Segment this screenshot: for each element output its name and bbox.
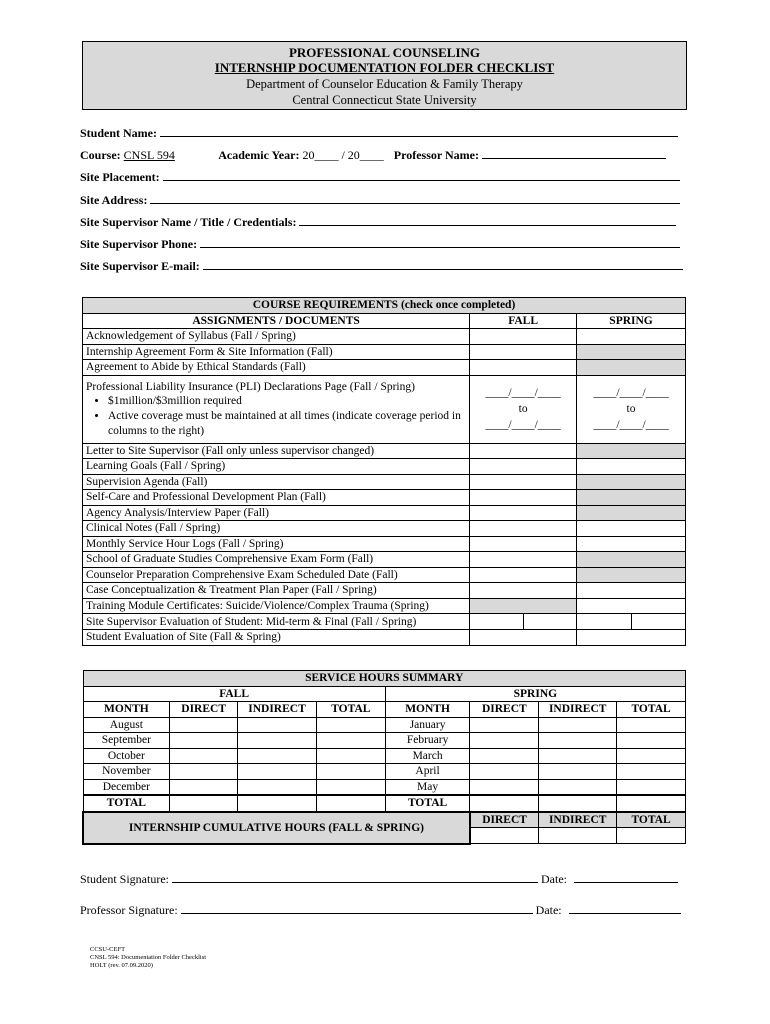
requirement-row [83,329,686,345]
requirement-row [83,360,686,376]
spring-not-applicable [577,567,686,583]
spring-total-total[interactable] [617,795,686,812]
requirement-label: Agency Analysis/Interview Paper (Fall) [83,505,470,521]
fall-indirect-col: INDIRECT [238,702,317,718]
professor-signature-field[interactable] [181,902,533,914]
spring-checkbox[interactable] [577,536,686,552]
month-row [83,733,686,749]
spring-direct-col: DIRECT [470,702,539,718]
col-assignments: ASSIGNMENTS / DOCUMENTS [83,313,470,329]
student-signature-label: Student Signature: [80,872,169,886]
header-box [82,41,687,110]
site-eval-label: Student Evaluation of Site (Fall & Spring) [83,630,470,646]
spring-indirect-cell[interactable] [539,717,617,733]
fall-checkbox[interactable] [470,552,577,568]
course-requirements-table [82,297,686,646]
requirement-row [83,536,686,552]
col-fall: FALL [470,313,577,329]
supervisor-name-line [80,214,676,230]
requirement-label: Self-Care and Professional Development Plan (Fall) [83,490,470,506]
hours-fall-heading: FALL [83,686,385,702]
spring-not-applicable [577,474,686,490]
site-address-line [80,192,680,208]
footer-line-2: CNSL 594: Documentation Folder Checklist [90,954,207,961]
requirement-row [83,344,686,360]
spring-total-cell[interactable] [617,779,686,795]
professor-name-label: Professor Name: [393,148,479,162]
fall-direct-cell[interactable] [170,733,238,749]
fall-total-cell[interactable] [316,779,385,795]
requirement-label: Case Conceptualization & Treatment Plan Paper (Fall / Spring) [83,583,470,599]
fall-total-total[interactable] [316,795,385,812]
fall-indirect-cell[interactable] [238,717,317,733]
spring-direct-cell[interactable] [470,764,539,780]
midterm-label: Site Supervisor Evaluation of Student: Mid-term & Final (Fall / Spring) [83,614,470,630]
requirement-row [83,505,686,521]
spring-checkbox[interactable] [577,521,686,537]
fall-checkbox[interactable] [470,536,577,552]
site-placement-line [80,169,680,185]
midterm-spring-checkbox[interactable] [577,614,631,629]
supervisor-name-field[interactable] [299,214,676,226]
spring-total-direct[interactable] [470,795,539,812]
requirement-row [83,459,686,475]
spring-indirect-cell[interactable] [539,779,617,795]
site-eval-spring-checkbox[interactable] [577,630,686,646]
department-name: Department of Counselor Education & Family Therapy [246,77,523,91]
fall-direct-cell[interactable] [170,748,238,764]
spring-direct-cell[interactable] [470,733,539,749]
site-placement-field[interactable] [163,169,680,181]
cumulative-direct-col: DIRECT [470,812,539,828]
cumulative-direct-value[interactable] [470,828,539,844]
student-signature-field[interactable] [172,871,538,883]
month-row [83,717,686,733]
fall-direct-cell[interactable] [170,764,238,780]
professor-signature-label: Professor Signature: [80,903,178,917]
requirement-label: Learning Goals (Fall / Spring) [83,459,470,475]
pli-bullet-1: • $1million/$3million required [108,394,466,409]
requirement-label: Acknowledgement of Syllabus (Fall / Spring) [83,329,470,345]
final-fall-checkbox[interactable] [524,614,576,629]
spring-not-applicable [577,490,686,506]
student-name-field[interactable] [160,125,678,137]
fall-total-row-label: TOTAL [83,795,170,812]
fall-direct-cell[interactable] [170,717,238,733]
supervisor-email-field[interactable] [203,258,683,270]
course-label: Course: [80,148,121,162]
fall-checkbox[interactable] [470,505,577,521]
requirement-row [83,521,686,537]
requirement-label: Letter to Site Supervisor (Fall only unless supervisor changed) [83,443,470,459]
requirements-title: COURSE REQUIREMENTS (check once completed) [83,298,686,314]
spring-not-applicable [577,344,686,360]
fall-total-indirect[interactable] [238,795,317,812]
spring-total-cell[interactable] [617,717,686,733]
spring-not-applicable [577,505,686,521]
cumulative-indirect-value[interactable] [539,828,617,844]
spring-checkbox[interactable] [577,583,686,599]
spring-total-cell[interactable] [617,748,686,764]
academic-year-label: Academic Year: [218,148,300,162]
fall-indirect-cell[interactable] [238,764,317,780]
fall-checkbox[interactable] [470,459,577,475]
midterm-fall-cells [470,614,577,630]
pli-fall-start: ____/____/____ [485,387,561,399]
pli-fall-end: ____/____/____ [485,419,561,431]
spring-total-indirect[interactable] [539,795,617,812]
spring-total-cell[interactable] [617,764,686,780]
student-date-label: Date: [541,872,567,886]
supervisor-phone-field[interactable] [200,236,680,248]
spring-not-applicable [577,360,686,376]
fall-checkbox[interactable] [470,360,577,376]
spring-indirect-cell[interactable] [539,733,617,749]
month-row [83,764,686,780]
spring-indirect-col: INDIRECT [539,702,617,718]
spring-indirect-cell[interactable] [539,748,617,764]
fall-checkbox[interactable] [470,474,577,490]
spring-month: February [385,733,470,749]
spring-direct-cell[interactable] [470,717,539,733]
fall-indirect-cell[interactable] [238,779,317,795]
requirement-row [83,552,686,568]
site-placement-label: Site Placement: [80,170,160,184]
fall-month: September [83,733,170,749]
supervisor-phone-line [80,236,680,252]
student-date-field[interactable] [574,871,678,883]
hours-title: SERVICE HOURS SUMMARY [83,671,686,687]
fall-checkbox[interactable] [470,567,577,583]
fall-indirect-cell[interactable] [238,733,317,749]
course-line [80,147,666,163]
cumulative-total-value[interactable] [617,828,686,844]
month-row [83,779,686,795]
pli-spring-start: ____/____/____ [593,387,669,399]
fall-total-cell[interactable] [316,717,385,733]
hours-spring-heading: SPRING [385,686,685,702]
requirement-label: Agreement to Abide by Ethical Standards (Fall) [83,360,470,376]
footer [90,946,206,970]
student-name-line [80,125,678,141]
spring-month: May [385,779,470,795]
requirement-row [83,598,686,614]
supervisor-name-label: Site Supervisor Name / Title / Credentials: [80,215,297,229]
fall-checkbox[interactable] [470,490,577,506]
course-value: CNSL 594 [123,148,175,162]
fall-indirect-cell[interactable] [238,748,317,764]
cumulative-total-col: TOTAL [617,812,686,828]
final-spring-checkbox[interactable] [632,614,685,629]
spring-month: January [385,717,470,733]
fall-total-col: TOTAL [316,702,385,718]
requirement-row [83,583,686,599]
spring-month: April [385,764,470,780]
requirement-row [83,490,686,506]
spring-total-row-label: TOTAL [385,795,470,812]
fall-checkbox[interactable] [470,443,577,459]
spring-total-cell[interactable] [617,733,686,749]
cumulative-indirect-col: INDIRECT [539,812,617,828]
site-address-field[interactable] [150,192,680,204]
requirement-label: School of Graduate Studies Comprehensive Exam Form (Fall) [83,552,470,568]
spring-not-applicable [577,443,686,459]
site-eval-fall-checkbox[interactable] [470,630,577,646]
spring-month: March [385,748,470,764]
requirement-row [83,567,686,583]
spring-checkbox[interactable] [577,459,686,475]
pli-spring-end: ____/____/____ [593,419,669,431]
professor-date-field[interactable] [569,902,681,914]
spring-month-col: MONTH [385,702,470,718]
professor-name-field[interactable] [482,147,666,159]
pli-bullet-2: • Active coverage must be maintained at all times (indicate coverage period in columns to the right) [108,409,466,439]
midterm-spring-cells [577,614,686,630]
cumulative-hours-label: INTERNSHIP CUMULATIVE HOURS (FALL & SPRING) [83,812,470,844]
fall-checkbox[interactable] [470,583,577,599]
supervisor-email-line [80,258,683,274]
fall-direct-cell[interactable] [170,779,238,795]
form-title: PROFESSIONAL COUNSELING [288,45,481,60]
footer-line-3: HOLT (rev. 07.09.2020) [90,962,153,969]
requirement-row [83,474,686,490]
fall-total-cell[interactable] [316,748,385,764]
site-eval-row [83,630,686,646]
fall-total-cell[interactable] [316,733,385,749]
spring-checkbox[interactable] [577,329,686,345]
student-signature-line [80,871,678,887]
spring-direct-cell[interactable] [470,779,539,795]
fall-total-direct[interactable] [170,795,238,812]
supervisor-phone-label: Site Supervisor Phone: [80,237,198,251]
pli-fall-to: to [518,403,528,415]
form-subtitle: INTERNSHIP DOCUMENTATION FOLDER CHECKLIST [214,60,555,75]
fall-month: December [83,779,170,795]
service-hours-table [82,670,686,845]
supervisor-email-label: Site Supervisor E-mail: [80,259,200,273]
pli-fall-dates[interactable] [470,375,577,443]
professor-signature-line [80,902,681,918]
fall-checkbox[interactable] [470,329,577,345]
student-name-label: Student Name: [80,126,157,140]
site-address-label: Site Address: [80,193,148,207]
requirement-row [83,443,686,459]
requirement-label: Clinical Notes (Fall / Spring) [83,521,470,537]
requirement-label: Internship Agreement Form & Site Information (Fall) [83,344,470,360]
fall-month-col: MONTH [83,702,170,718]
pli-row [83,375,686,443]
spring-not-applicable [577,552,686,568]
spring-indirect-cell[interactable] [539,764,617,780]
spring-checkbox[interactable] [577,598,686,614]
fall-month: November [83,764,170,780]
footer-line-1: CCSU-CEFT [90,946,126,953]
col-spring: SPRING [577,313,686,329]
pli-spring-to: to [626,403,636,415]
requirement-label: Supervision Agenda (Fall) [83,474,470,490]
requirement-label: Training Module Certificates: Suicide/Violence/Complex Trauma (Spring) [83,598,470,614]
requirement-label: Monthly Service Hour Logs (Fall / Spring) [83,536,470,552]
professor-date-label: Date: [535,903,562,917]
requirement-label: Counselor Preparation Comprehensive Exam Scheduled Date (Fall) [83,567,470,583]
month-row [83,748,686,764]
fall-checkbox[interactable] [470,344,577,360]
pli-label: Professional Liability Insurance (PLI) Declarations Page (Fall / Spring) [86,380,415,393]
fall-direct-col: DIRECT [170,702,238,718]
fall-not-applicable [470,598,577,614]
fall-checkbox[interactable] [470,521,577,537]
midterm-fall-checkbox[interactable] [470,614,523,629]
midterm-row [83,614,686,630]
fall-total-cell[interactable] [316,764,385,780]
university-name: Central Connecticut State University [292,93,477,107]
spring-total-col: TOTAL [617,702,686,718]
academic-year-field[interactable]: 20____ / 20____ [302,148,384,162]
fall-month: October [83,748,170,764]
spring-direct-cell[interactable] [470,748,539,764]
pli-spring-dates[interactable] [577,375,686,443]
fall-month: August [83,717,170,733]
